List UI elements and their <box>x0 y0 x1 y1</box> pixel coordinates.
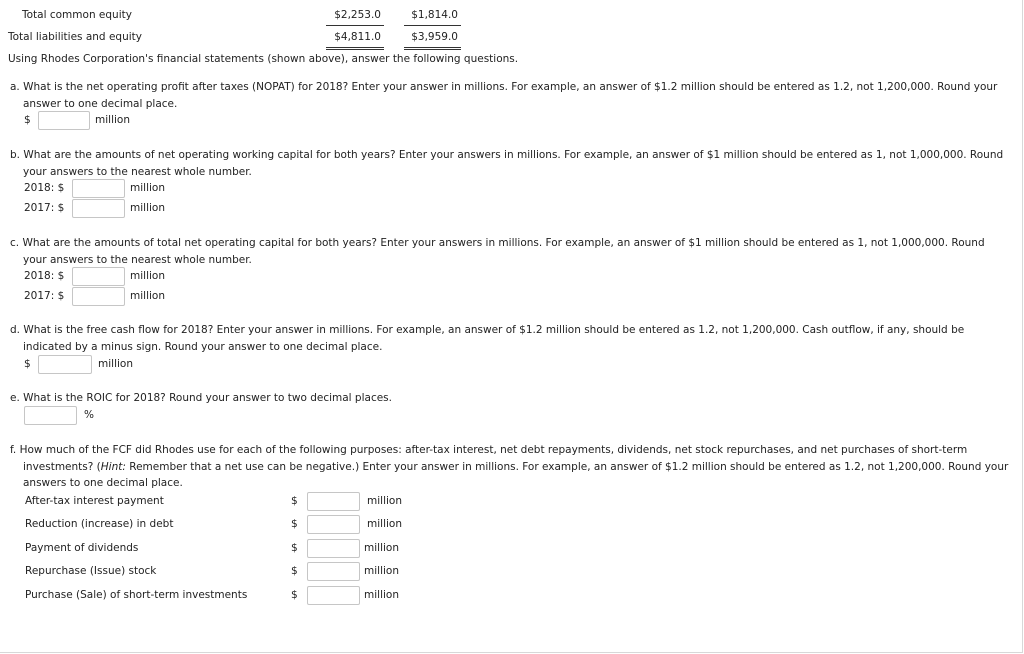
statement-row-label: Total common equity <box>22 9 132 21</box>
year-label-2018: 2018: $ <box>24 182 65 194</box>
question-c-text: c. What are the amounts of total net operating capital for both years? Enter your answers in millions. For example, an answer of $1 million should be entered as 1, not 1,000,000. Round your answers to the nearest whole number. <box>10 237 985 266</box>
nopat-input[interactable] <box>38 111 90 130</box>
underline <box>326 25 384 26</box>
short-term-investments-input[interactable] <box>307 586 360 605</box>
stock-repurchase-input[interactable] <box>307 562 360 581</box>
question-b <box>10 147 1010 180</box>
unit-label: million <box>130 182 165 194</box>
unit-label: million <box>364 565 399 577</box>
unit-label: million <box>130 290 165 302</box>
debt-reduction-input[interactable] <box>307 515 360 534</box>
question-f-text-part: Remember that a net use can be negative.) Enter your answer in millions. For example, an answer of $1.2 million should be entered as 1.2, not 1,200,000. Round your answers to one decimal place. <box>23 460 1009 489</box>
question-c <box>10 235 1010 268</box>
question-b-text: b. What are the amounts of net operating working capital for both years? Enter your answers in millions. For example, an answer of $1 million should be entered as 1, not 1,000,000. Round your answers to the nearest whole number. <box>10 149 1004 178</box>
unit-label: million <box>130 270 165 282</box>
question-a-text: a. What is the net operating profit after taxes (NOPAT) for 2018? Enter your answer in millions. For example, an answer of $1.2 million should be entered as 1.2, not 1,200,000. Round your answer to one decimal place. <box>10 81 998 110</box>
double-underline <box>404 47 461 48</box>
year-label-2017: 2017: $ <box>24 202 65 214</box>
double-underline <box>326 47 384 48</box>
statement-value-2018: $2,253.0 <box>334 9 381 21</box>
double-underline <box>404 49 461 50</box>
after-tax-interest-input[interactable] <box>307 492 360 511</box>
uses-row-label: Payment of dividends <box>25 542 139 554</box>
tnoc-2018-input[interactable] <box>72 267 125 286</box>
hint-label: Hint: <box>100 460 126 473</box>
statement-row-label: Total liabilities and equity <box>8 31 142 43</box>
year-label-2017: 2017: $ <box>24 290 65 302</box>
statement-value-2017: $3,959.0 <box>411 31 458 43</box>
uses-row-label: Purchase (Sale) of short-term investments <box>25 589 248 601</box>
year-label-2018: 2018: $ <box>24 270 65 282</box>
question-f-text <box>10 442 1010 492</box>
unit-label: million <box>98 358 133 370</box>
uses-row-label: After-tax interest payment <box>25 495 164 507</box>
dollar-sign: $ <box>291 495 298 507</box>
dollar-sign: $ <box>24 358 31 370</box>
dollar-sign: $ <box>291 542 298 554</box>
dollar-sign: $ <box>291 589 298 601</box>
nowc-2018-input[interactable] <box>72 179 125 198</box>
question-e-text: e. What is the ROIC for 2018? Round your answer to two decimal places. <box>10 392 392 404</box>
unit-label: million <box>95 114 130 126</box>
question-f-text-part: f. How much of the FCF did Rhodes use for each of the following purposes: after-tax interest, net debt repayments, dividends, net stock repurchases, and net purchases of short-term investments? ( <box>10 444 968 473</box>
dividends-input[interactable] <box>307 539 360 558</box>
fcf-input[interactable] <box>38 355 92 374</box>
percent-label: % <box>84 409 94 421</box>
unit-label: million <box>364 589 399 601</box>
tnoc-2017-input[interactable] <box>72 287 125 306</box>
unit-label: million <box>364 542 399 554</box>
statement-value-2018: $4,811.0 <box>334 31 381 43</box>
dollar-sign: $ <box>291 565 298 577</box>
double-underline <box>326 49 384 50</box>
question-d-text: d. What is the free cash flow for 2018? Enter your answer in millions. For example, an answer of $1.2 million should be entered as 1.2, not 1,200,000. Cash outflow, if any, should be indicated by a minus sign. Round your answer to one decimal place. <box>10 324 965 353</box>
uses-row-label: Repurchase (Issue) stock <box>25 565 157 577</box>
question-a <box>10 79 1010 112</box>
question-f <box>10 442 1010 492</box>
roic-input[interactable] <box>24 406 77 425</box>
statement-value-2017: $1,814.0 <box>411 9 458 21</box>
unit-label: million <box>367 518 402 530</box>
uses-row-label: Reduction (increase) in debt <box>25 518 174 530</box>
nowc-2017-input[interactable] <box>72 199 125 218</box>
intro-text: Using Rhodes Corporation's financial statements (shown above), answer the following questions. <box>8 53 519 65</box>
dollar-sign: $ <box>24 114 31 126</box>
unit-label: million <box>367 495 402 507</box>
unit-label: million <box>130 202 165 214</box>
underline <box>404 25 461 26</box>
question-e <box>10 390 1010 407</box>
question-d <box>10 322 1010 355</box>
dollar-sign: $ <box>291 518 298 530</box>
